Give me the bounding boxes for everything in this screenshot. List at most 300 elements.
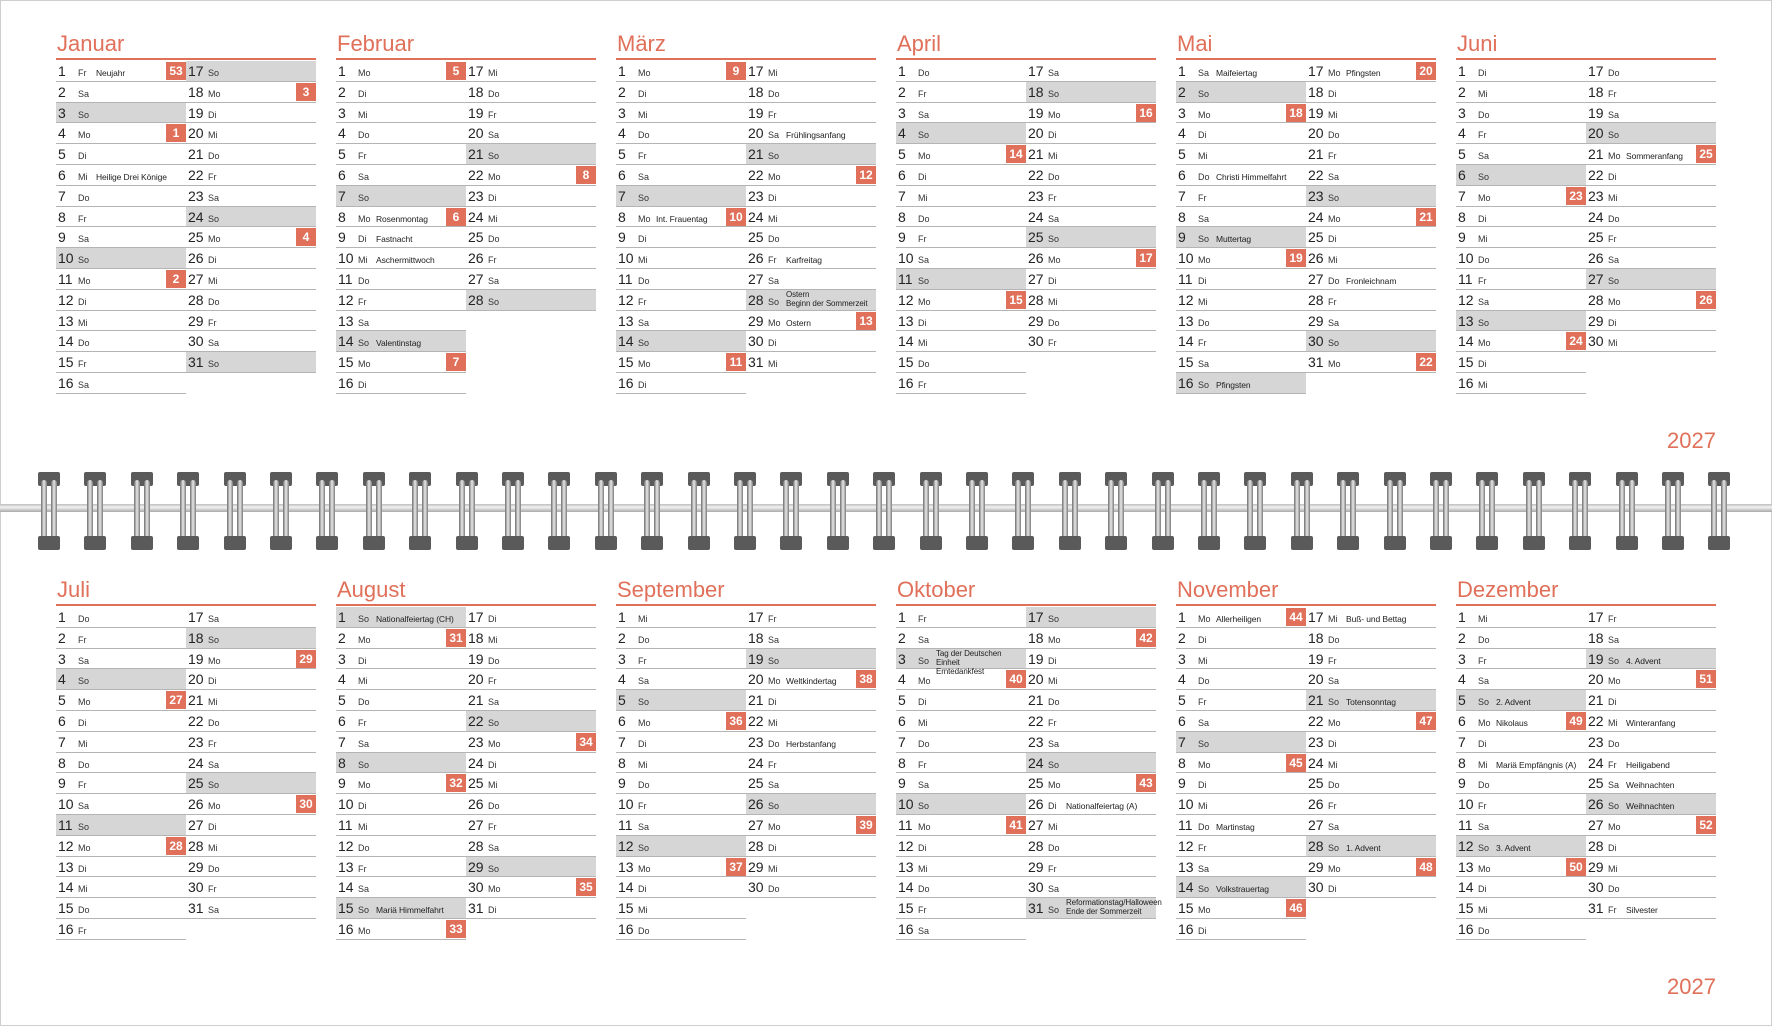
day-row[interactable] (1026, 649, 1156, 670)
day-row[interactable] (1026, 690, 1156, 711)
day-row[interactable] (1176, 207, 1306, 228)
day-row-sunday[interactable] (466, 711, 596, 732)
day-row[interactable] (466, 103, 596, 124)
day-row[interactable] (1456, 352, 1586, 373)
day-row[interactable] (336, 628, 466, 649)
day-row[interactable] (1176, 815, 1306, 836)
day-row[interactable] (1586, 61, 1716, 82)
day-row[interactable] (746, 352, 876, 373)
day-row[interactable] (616, 732, 746, 753)
day-row[interactable] (1306, 82, 1436, 103)
day-row-sunday[interactable] (746, 649, 876, 670)
day-row[interactable] (56, 290, 186, 311)
day-row[interactable] (56, 919, 186, 940)
day-row-sunday[interactable] (56, 248, 186, 269)
day-row[interactable] (56, 836, 186, 857)
day-row[interactable] (1306, 352, 1436, 373)
day-row[interactable] (1456, 669, 1586, 690)
day-row[interactable] (1586, 815, 1716, 836)
day-row[interactable] (56, 373, 186, 394)
day-row[interactable] (1306, 290, 1436, 311)
day-row[interactable] (1306, 711, 1436, 732)
day-row[interactable] (336, 669, 466, 690)
day-row[interactable] (616, 123, 746, 144)
day-row[interactable] (616, 773, 746, 794)
day-row-sunday[interactable] (56, 103, 186, 124)
day-row[interactable] (746, 248, 876, 269)
day-row[interactable] (616, 269, 746, 290)
day-row[interactable] (746, 773, 876, 794)
day-row[interactable] (56, 165, 186, 186)
day-row[interactable] (1026, 815, 1156, 836)
day-row[interactable] (186, 857, 316, 878)
day-row[interactable] (186, 269, 316, 290)
day-row[interactable] (56, 331, 186, 352)
day-row[interactable] (616, 373, 746, 394)
day-row[interactable] (466, 227, 596, 248)
day-row[interactable] (1026, 711, 1156, 732)
day-row[interactable] (1306, 103, 1436, 124)
day-row[interactable] (56, 690, 186, 711)
day-row[interactable] (1456, 144, 1586, 165)
day-row[interactable] (1176, 311, 1306, 332)
day-row-sunday[interactable] (466, 144, 596, 165)
day-row-sunday[interactable] (896, 794, 1026, 815)
day-row[interactable] (1176, 352, 1306, 373)
day-row[interactable] (1306, 732, 1436, 753)
day-row[interactable] (896, 186, 1026, 207)
day-row[interactable] (186, 165, 316, 186)
day-row[interactable] (336, 919, 466, 940)
day-row[interactable] (616, 290, 746, 311)
day-row[interactable] (1176, 248, 1306, 269)
day-row[interactable] (616, 815, 746, 836)
day-row[interactable] (336, 877, 466, 898)
day-row[interactable] (896, 331, 1026, 352)
day-row[interactable] (616, 607, 746, 628)
day-row[interactable] (1026, 836, 1156, 857)
day-row[interactable] (186, 331, 316, 352)
day-row-sunday[interactable] (746, 290, 876, 311)
day-row[interactable] (186, 815, 316, 836)
day-row[interactable] (1306, 165, 1436, 186)
day-row[interactable] (336, 711, 466, 732)
day-row[interactable] (186, 123, 316, 144)
day-row[interactable] (896, 666, 1026, 690)
day-row[interactable] (896, 919, 1026, 940)
day-row[interactable] (746, 311, 876, 332)
day-row-sunday[interactable] (1586, 123, 1716, 144)
day-row[interactable] (56, 628, 186, 649)
day-row[interactable] (186, 186, 316, 207)
day-row[interactable] (336, 61, 466, 82)
day-row-sunday[interactable] (56, 669, 186, 690)
day-row[interactable] (336, 311, 466, 332)
day-row[interactable] (896, 877, 1026, 898)
day-row[interactable] (896, 815, 1026, 836)
day-row[interactable] (746, 732, 876, 753)
day-row[interactable] (1026, 877, 1156, 898)
day-row[interactable] (1026, 144, 1156, 165)
day-row[interactable] (1586, 836, 1716, 857)
day-row[interactable] (1456, 794, 1586, 815)
day-row[interactable] (1176, 103, 1306, 124)
day-row-sunday[interactable] (466, 290, 596, 311)
day-row[interactable] (466, 898, 596, 919)
day-row[interactable] (896, 290, 1026, 311)
day-row[interactable] (186, 794, 316, 815)
day-row[interactable] (896, 628, 1026, 649)
day-row[interactable] (56, 144, 186, 165)
day-row[interactable] (1176, 919, 1306, 940)
day-row[interactable] (336, 207, 466, 228)
day-row[interactable] (1176, 144, 1306, 165)
day-row[interactable] (466, 607, 596, 628)
day-row[interactable] (466, 269, 596, 290)
day-row[interactable] (1456, 331, 1586, 352)
day-row[interactable] (746, 269, 876, 290)
day-row[interactable] (1026, 773, 1156, 794)
day-row[interactable] (1586, 227, 1716, 248)
day-row[interactable] (1306, 857, 1436, 878)
day-row[interactable] (186, 669, 316, 690)
day-row[interactable] (336, 144, 466, 165)
day-row[interactable] (1306, 311, 1436, 332)
day-row-sunday[interactable] (186, 207, 316, 228)
day-row[interactable] (896, 373, 1026, 394)
day-row[interactable] (186, 82, 316, 103)
day-row[interactable] (336, 836, 466, 857)
day-row[interactable] (1306, 669, 1436, 690)
day-row[interactable] (56, 61, 186, 82)
day-row-sunday[interactable] (616, 186, 746, 207)
day-row[interactable] (1306, 753, 1436, 774)
day-row[interactable] (1456, 898, 1586, 919)
day-row[interactable] (1456, 732, 1586, 753)
day-row[interactable] (1176, 607, 1306, 628)
day-row[interactable] (1586, 857, 1716, 878)
day-row[interactable] (1456, 373, 1586, 394)
day-row[interactable] (616, 669, 746, 690)
day-row[interactable] (616, 82, 746, 103)
day-row-sunday[interactable] (466, 857, 596, 878)
day-row[interactable] (1306, 123, 1436, 144)
day-row[interactable] (746, 82, 876, 103)
day-row[interactable] (1586, 165, 1716, 186)
day-row[interactable] (746, 207, 876, 228)
day-row[interactable] (466, 836, 596, 857)
day-row-sunday[interactable] (56, 815, 186, 836)
day-row[interactable] (1586, 669, 1716, 690)
day-row[interactable] (896, 836, 1026, 857)
day-row-sunday[interactable] (1586, 794, 1716, 815)
day-row[interactable] (616, 165, 746, 186)
day-row[interactable] (336, 248, 466, 269)
day-row-sunday[interactable] (1176, 732, 1306, 753)
day-row[interactable] (1026, 207, 1156, 228)
day-row[interactable] (1026, 628, 1156, 649)
day-row-sunday[interactable] (1586, 649, 1716, 670)
day-row[interactable] (336, 773, 466, 794)
day-row[interactable] (1176, 794, 1306, 815)
day-row[interactable] (1586, 628, 1716, 649)
day-row[interactable] (1026, 186, 1156, 207)
day-row[interactable] (616, 207, 746, 228)
day-row[interactable] (186, 290, 316, 311)
day-row-sunday[interactable] (1176, 82, 1306, 103)
day-row[interactable] (616, 103, 746, 124)
day-row-sunday[interactable] (1026, 898, 1162, 919)
day-row[interactable] (1176, 165, 1306, 186)
day-row[interactable] (616, 227, 746, 248)
day-row[interactable] (1026, 165, 1156, 186)
day-row[interactable] (896, 607, 1026, 628)
day-row[interactable] (466, 732, 596, 753)
day-row[interactable] (746, 836, 876, 857)
day-row[interactable] (1456, 773, 1586, 794)
day-row[interactable] (186, 649, 316, 670)
day-row[interactable] (1176, 898, 1306, 919)
day-row[interactable] (746, 669, 876, 690)
day-row[interactable] (896, 352, 1026, 373)
day-row[interactable] (616, 919, 746, 940)
day-row[interactable] (1026, 248, 1156, 269)
day-row[interactable] (746, 690, 876, 711)
day-row[interactable] (1176, 186, 1306, 207)
day-row[interactable] (1176, 773, 1306, 794)
day-row[interactable] (896, 144, 1026, 165)
day-row[interactable] (896, 207, 1026, 228)
day-row[interactable] (746, 186, 876, 207)
day-row-sunday[interactable] (1026, 227, 1156, 248)
day-row[interactable] (896, 227, 1026, 248)
day-row[interactable] (746, 877, 876, 898)
day-row[interactable] (466, 815, 596, 836)
day-row[interactable] (616, 753, 746, 774)
day-row[interactable] (186, 898, 316, 919)
day-row-sunday[interactable] (616, 836, 746, 857)
day-row[interactable] (56, 773, 186, 794)
day-row[interactable] (336, 290, 466, 311)
day-row[interactable] (1306, 269, 1436, 290)
day-row[interactable] (186, 877, 316, 898)
day-row-sunday[interactable] (336, 331, 466, 352)
day-row[interactable] (896, 753, 1026, 774)
day-row[interactable] (466, 773, 596, 794)
day-row[interactable] (1176, 269, 1306, 290)
day-row[interactable] (1026, 331, 1156, 352)
day-row[interactable] (1176, 857, 1306, 878)
day-row[interactable] (896, 82, 1026, 103)
day-row-sunday[interactable] (1306, 186, 1436, 207)
day-row[interactable] (336, 103, 466, 124)
day-row[interactable] (746, 753, 876, 774)
day-row[interactable] (1026, 669, 1156, 690)
day-row[interactable] (1306, 649, 1436, 670)
day-row[interactable] (1306, 248, 1436, 269)
day-row[interactable] (336, 794, 466, 815)
day-row[interactable] (56, 207, 186, 228)
day-row[interactable] (186, 690, 316, 711)
day-row[interactable] (1586, 290, 1716, 311)
day-row[interactable] (56, 857, 186, 878)
day-row[interactable] (746, 123, 876, 144)
day-row[interactable] (1026, 794, 1156, 815)
day-row-sunday[interactable] (616, 331, 746, 352)
day-row[interactable] (1456, 123, 1586, 144)
day-row[interactable] (1456, 186, 1586, 207)
day-row[interactable] (616, 248, 746, 269)
day-row[interactable] (616, 311, 746, 332)
day-row[interactable] (336, 815, 466, 836)
day-row[interactable] (56, 607, 186, 628)
day-row[interactable] (1456, 61, 1586, 82)
day-row[interactable] (1306, 815, 1436, 836)
day-row[interactable] (1176, 836, 1306, 857)
day-row[interactable] (336, 269, 466, 290)
day-row[interactable] (1176, 753, 1306, 774)
day-row[interactable] (616, 711, 746, 732)
day-row[interactable] (1456, 207, 1586, 228)
day-row[interactable] (616, 794, 746, 815)
day-row[interactable] (186, 103, 316, 124)
day-row[interactable] (746, 628, 876, 649)
day-row[interactable] (1456, 877, 1586, 898)
day-row[interactable] (746, 857, 876, 878)
day-row-sunday[interactable] (186, 773, 316, 794)
day-row-sunday[interactable] (1026, 753, 1156, 774)
day-row-sunday[interactable] (1176, 877, 1306, 898)
day-row-sunday[interactable] (746, 144, 876, 165)
day-row[interactable] (336, 123, 466, 144)
day-row-sunday[interactable] (186, 352, 316, 373)
day-row[interactable] (1176, 690, 1306, 711)
day-row[interactable] (336, 82, 466, 103)
day-row[interactable] (466, 248, 596, 269)
day-row[interactable] (896, 773, 1026, 794)
day-row-sunday[interactable] (336, 607, 466, 628)
day-row[interactable] (1456, 649, 1586, 670)
day-row[interactable] (186, 836, 316, 857)
day-row[interactable] (1586, 690, 1716, 711)
day-row[interactable] (616, 877, 746, 898)
day-row[interactable] (1176, 669, 1306, 690)
day-row[interactable] (186, 732, 316, 753)
day-row[interactable] (1456, 227, 1586, 248)
day-row[interactable] (896, 103, 1026, 124)
day-row[interactable] (1586, 311, 1716, 332)
day-row[interactable] (746, 607, 876, 628)
day-row[interactable] (1176, 628, 1306, 649)
day-row[interactable] (896, 857, 1026, 878)
day-row[interactable] (186, 227, 316, 248)
day-row[interactable] (1026, 103, 1156, 124)
day-row[interactable] (56, 794, 186, 815)
day-row-sunday[interactable] (1456, 311, 1586, 332)
day-row-sunday[interactable] (186, 628, 316, 649)
day-row[interactable] (746, 103, 876, 124)
day-row[interactable] (1176, 123, 1306, 144)
day-row[interactable] (56, 898, 186, 919)
day-row[interactable] (1456, 919, 1586, 940)
day-row[interactable] (56, 227, 186, 248)
day-row[interactable] (1026, 61, 1156, 82)
day-row[interactable] (1456, 103, 1586, 124)
day-row[interactable] (1306, 144, 1436, 165)
day-row-sunday[interactable] (896, 648, 1026, 676)
day-row-sunday[interactable] (186, 61, 316, 82)
day-row[interactable] (466, 61, 596, 82)
day-row[interactable] (466, 186, 596, 207)
day-row[interactable] (1586, 144, 1716, 165)
day-row[interactable] (186, 607, 316, 628)
day-row[interactable] (186, 711, 316, 732)
day-row[interactable] (746, 331, 876, 352)
day-row[interactable] (466, 877, 596, 898)
day-row-sunday[interactable] (896, 269, 1026, 290)
day-row[interactable] (1456, 82, 1586, 103)
day-row[interactable] (466, 82, 596, 103)
day-row-sunday[interactable] (1586, 269, 1716, 290)
day-row[interactable] (1026, 290, 1156, 311)
day-row[interactable] (1026, 732, 1156, 753)
day-row[interactable] (1456, 628, 1586, 649)
day-row[interactable] (1026, 311, 1156, 332)
day-row[interactable] (896, 690, 1026, 711)
day-row[interactable] (746, 227, 876, 248)
day-row-sunday[interactable] (1176, 227, 1306, 248)
day-row[interactable] (1586, 898, 1716, 919)
day-row-sunday[interactable] (1026, 607, 1156, 628)
day-row[interactable] (1586, 732, 1716, 753)
day-row[interactable] (896, 711, 1026, 732)
day-row[interactable] (336, 165, 466, 186)
day-row[interactable] (1456, 290, 1586, 311)
day-row[interactable] (186, 248, 316, 269)
day-row[interactable] (56, 877, 186, 898)
day-row[interactable] (1306, 877, 1436, 898)
day-row[interactable] (466, 649, 596, 670)
day-row[interactable] (1306, 794, 1436, 815)
day-row[interactable] (56, 649, 186, 670)
day-row[interactable] (336, 352, 466, 373)
day-row[interactable] (56, 269, 186, 290)
day-row[interactable] (56, 711, 186, 732)
day-row-sunday[interactable] (336, 186, 466, 207)
day-row[interactable] (616, 352, 746, 373)
day-row[interactable] (466, 690, 596, 711)
day-row[interactable] (56, 123, 186, 144)
day-row[interactable] (1176, 649, 1306, 670)
day-row[interactable] (1306, 207, 1436, 228)
day-row[interactable] (1026, 857, 1156, 878)
day-row[interactable] (1586, 331, 1716, 352)
day-row[interactable] (466, 794, 596, 815)
day-row[interactable] (1586, 82, 1716, 103)
day-row[interactable] (56, 311, 186, 332)
day-row[interactable] (1176, 290, 1306, 311)
day-row[interactable] (896, 165, 1026, 186)
day-row[interactable] (1456, 815, 1586, 836)
day-row[interactable] (616, 649, 746, 670)
day-row[interactable] (896, 248, 1026, 269)
day-row[interactable] (336, 690, 466, 711)
day-row[interactable] (466, 628, 596, 649)
day-row-sunday[interactable] (336, 753, 466, 774)
day-row[interactable] (896, 898, 1026, 919)
day-row[interactable] (1586, 773, 1716, 794)
day-row[interactable] (1306, 607, 1436, 628)
